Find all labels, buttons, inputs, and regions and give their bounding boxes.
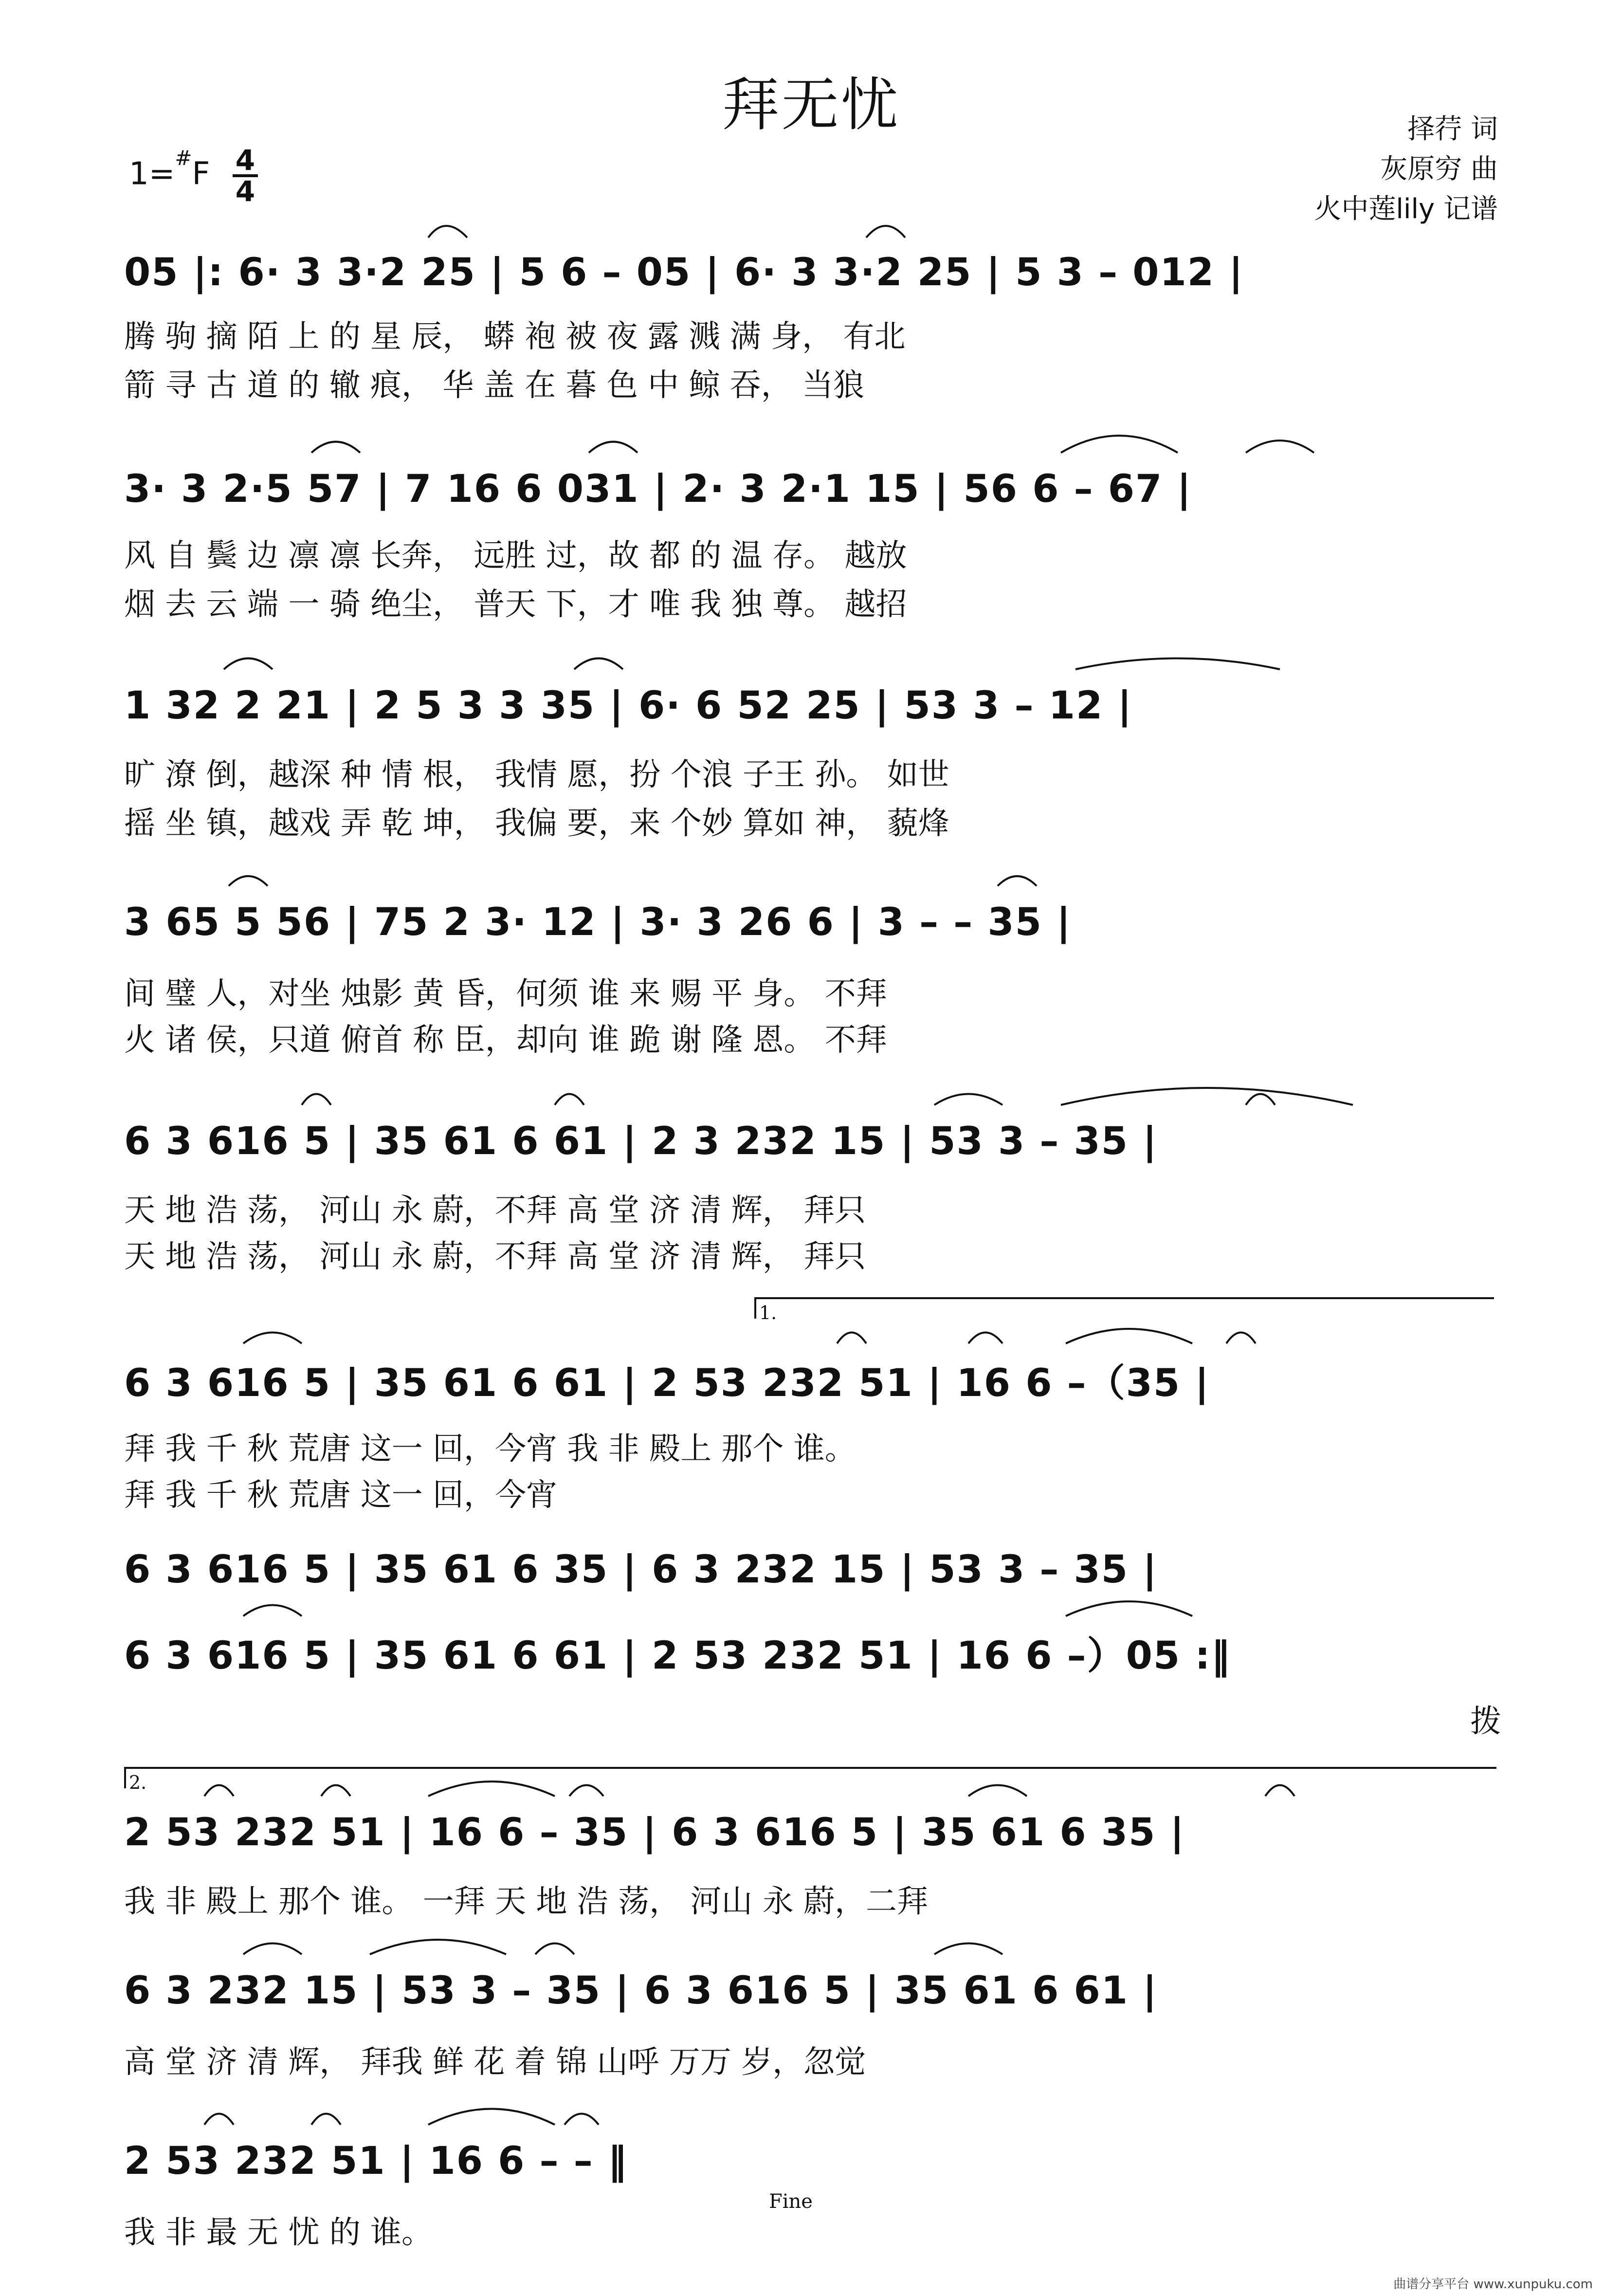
slur bbox=[1075, 659, 1280, 670]
slur bbox=[224, 659, 273, 670]
notation-line-3: 1 32 2 21 | 2 5 3 3 35 | 6· 6 52 25 | 53 3 – 12 | bbox=[124, 684, 1132, 728]
slur bbox=[1226, 1333, 1256, 1344]
first-ending-label: 1. bbox=[759, 1302, 777, 1323]
slur bbox=[311, 2114, 341, 2125]
notation-line-8: 6 3 616 5 | 35 61 6 61 | 2 53 232 51 | 16 6 –）05 :‖ bbox=[124, 1634, 1231, 1678]
lyric-line-1b: 箭 寻 古 道 的 辙 痕， 华 盖 在 暮 色 中 鲸 吞， 当狼 bbox=[124, 367, 865, 404]
lyric-line-4a: 间 璧 人，对坐 烛影 黄 昏，何须 谁 来 赐 平 身。 不拜 bbox=[124, 976, 887, 1012]
first-ending-tick bbox=[754, 1299, 756, 1319]
slur bbox=[555, 1094, 584, 1105]
slur bbox=[1066, 1601, 1192, 1616]
slur bbox=[934, 1094, 1002, 1105]
lyric-line-5b: 天 地 浩 荡， 河山 永 蔚，不拜 高 堂 济 清 辉， 拜只 bbox=[124, 1239, 866, 1275]
time-signature bbox=[233, 144, 258, 208]
time-numerator: 4 bbox=[233, 146, 258, 177]
slur bbox=[229, 876, 268, 886]
slur bbox=[243, 1605, 302, 1616]
lyric-line-3a: 旷 潦 倒，越深 种 情 根， 我情 愿，扮 个浪 子王 孙。 如世 bbox=[124, 757, 949, 793]
slur bbox=[1066, 1329, 1192, 1343]
slur bbox=[565, 2114, 599, 2125]
second-ending-label: 2. bbox=[129, 1772, 147, 1793]
notation-line-10: 6 3 232 15 | 53 3 – 35 | 6 3 616 5 | 35 61 6 61 | bbox=[124, 1969, 1158, 2013]
credits bbox=[1314, 110, 1498, 229]
notation-line-9: 2 53 232 51 | 16 6 – 35 | 6 3 616 5 | 35 61 6 35 | bbox=[124, 1811, 1185, 1855]
second-ending-tick bbox=[124, 1769, 126, 1788]
notation-line-1: 05 |: 6· 3 3·2 25 | 5 6 – 05 | 6· 3 3·2 25 | 5 3 – 012 | bbox=[124, 251, 1244, 294]
notation-line-5: 6 3 616 5 | 35 61 6 61 | 2 3 232 15 | 53 3 – 35 | bbox=[124, 1120, 1158, 1163]
time-denominator: 4 bbox=[235, 175, 255, 208]
notation-line-2: 3· 3 2·5 57 | 7 16 6 031 | 2· 3 2·1 15 | 56 6 – 67 | bbox=[124, 467, 1192, 511]
slur bbox=[998, 876, 1037, 886]
slur bbox=[311, 442, 360, 453]
slur bbox=[934, 1944, 1002, 1955]
slur bbox=[243, 1333, 302, 1344]
sharp-sign: # bbox=[175, 146, 192, 170]
slur bbox=[589, 442, 638, 453]
lyric-line-9a: 我 非 殿上 那个 谁。 一拜 天 地 浩 荡， 河山 永 蔚，二拜 bbox=[124, 1884, 929, 1920]
lyric-line-8a: 拨 bbox=[1470, 1704, 1501, 1740]
notation-line-7: 6 3 616 5 | 35 61 6 35 | 6 3 232 15 | 53 3 – 35 | bbox=[124, 1548, 1158, 1592]
notation-line-4: 3 65 5 56 | 75 2 3· 12 | 3· 3 26 6 | 3 – – 35 | bbox=[124, 900, 1072, 944]
slur bbox=[1246, 1094, 1275, 1105]
slur bbox=[866, 226, 905, 238]
slur bbox=[204, 2114, 234, 2125]
slur bbox=[370, 1940, 506, 1954]
lyric-line-4b: 火 诸 侯，只道 俯首 称 臣，却向 谁 跪 谢 隆 恩。 不拜 bbox=[124, 1022, 887, 1058]
first-ending-bracket bbox=[754, 1297, 1494, 1323]
lyric-line-10a: 高 堂 济 清 辉， 拜我 鲜 花 着 锦 山呼 万万 岁，忽觉 bbox=[124, 2044, 866, 2080]
key-prefix: 1= bbox=[129, 156, 175, 192]
lyric-line-2b: 烟 去 云 端 一 骑 绝尘， 普天 下，才 唯 我 独 尊。 越招 bbox=[124, 587, 907, 623]
lyric-line-3b: 摇 坐 镇，越戏 弄 乾 坤， 我偏 要，来 个妙 算如 神， 藐烽 bbox=[124, 806, 949, 842]
slur bbox=[1246, 441, 1314, 453]
transcriber: 火中莲lily 记谱 bbox=[1314, 193, 1498, 225]
slur bbox=[1061, 436, 1178, 453]
lyric-line-1a: 腾 驹 摘 陌 上 的 星 辰， 蟒 袍 被 夜 露 溅 满 身， 有北 bbox=[124, 319, 906, 355]
song-title: 拜无忧 bbox=[722, 71, 900, 138]
notation-line-11: 2 53 232 51 | 16 6 – – ‖ bbox=[124, 2139, 628, 2183]
lyric-line-2a: 风 自 鬓 边 凛 凛 长奔， 远胜 过，故 都 的 温 存。 越放 bbox=[124, 538, 907, 574]
second-ending-bracket bbox=[124, 1767, 1496, 1793]
lyric-line-6b: 拜 我 千 秋 荒唐 这一 回，今宵 bbox=[124, 1477, 558, 1513]
slur bbox=[1061, 1088, 1353, 1105]
slur bbox=[837, 1333, 866, 1344]
lyric-line-5a: 天 地 浩 荡， 河山 永 蔚，不拜 高 堂 济 清 辉， 拜只 bbox=[124, 1193, 866, 1229]
slur bbox=[968, 1333, 1002, 1344]
key-signature bbox=[129, 144, 258, 208]
slur bbox=[535, 1944, 574, 1955]
lyricist: 择荇 词 bbox=[1407, 113, 1498, 145]
slur bbox=[302, 1094, 331, 1105]
watermark-footer: 曲谱分享平台 www.xunpuku.com bbox=[1393, 2277, 1593, 2292]
slur bbox=[428, 2109, 555, 2125]
slur bbox=[243, 1944, 302, 1955]
slur bbox=[574, 659, 623, 670]
lyric-line-11a: 我 非 最 无 忧 的 谁。 bbox=[124, 2215, 433, 2251]
slur bbox=[428, 226, 467, 238]
composer: 灰原穷 曲 bbox=[1380, 153, 1498, 185]
notation-line-6: 6 3 616 5 | 35 61 6 61 | 2 53 232 51 | 16 6 –（35 | bbox=[124, 1361, 1210, 1405]
fine-marking: Fine bbox=[769, 2190, 813, 2213]
lyric-line-6a: 拜 我 千 秋 荒唐 这一 回，今宵 我 非 殿上 那个 谁。 bbox=[124, 1431, 856, 1467]
key-note: F bbox=[192, 156, 210, 192]
